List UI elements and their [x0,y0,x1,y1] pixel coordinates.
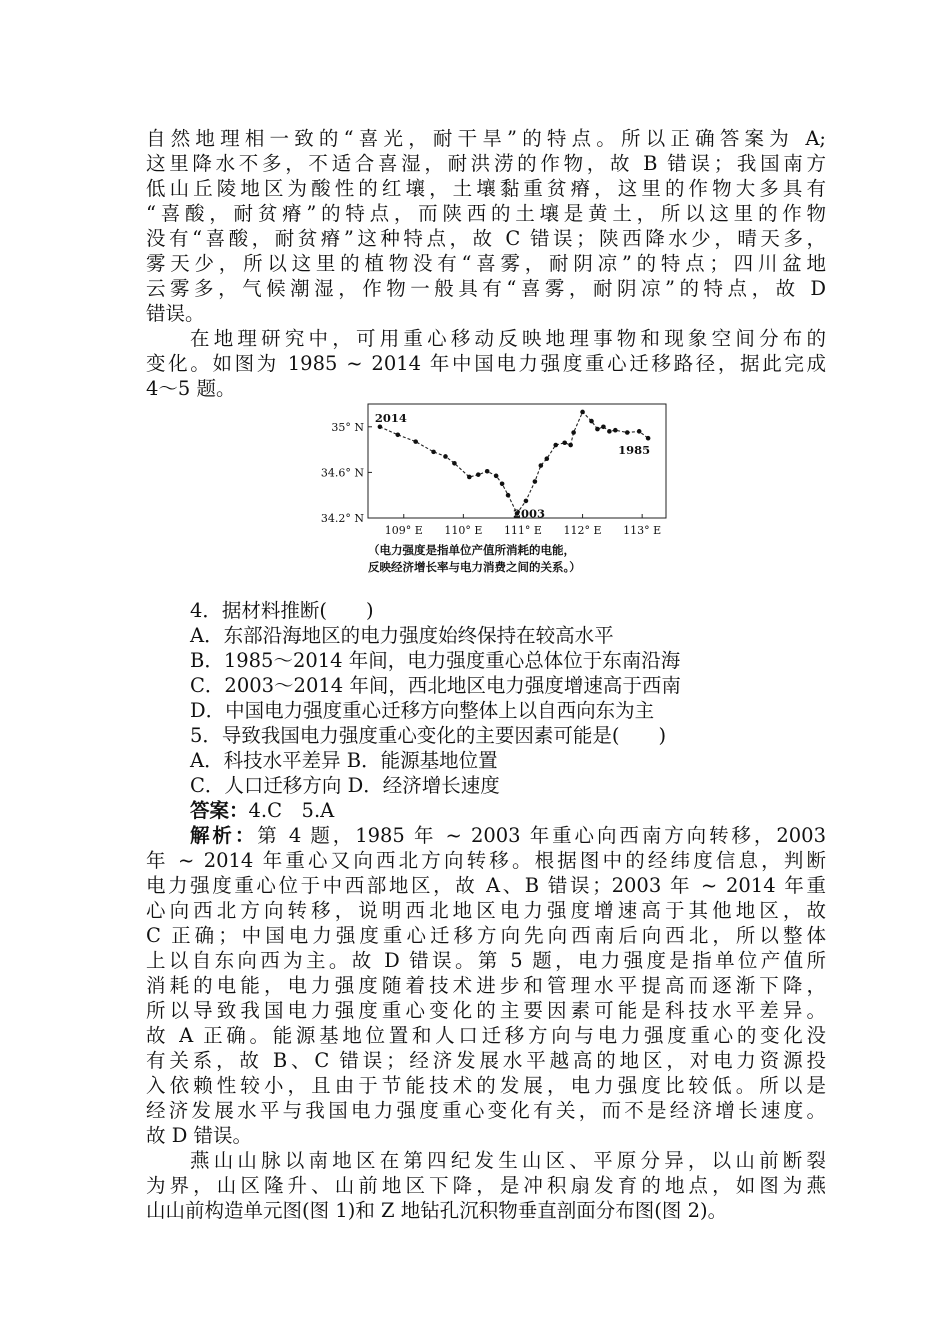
text-line: 低山丘陵地区为酸性的红壤，土壤黏重贫瘠，这里的作物大多具有 [146,177,826,200]
path-point [580,410,585,415]
migration-path-line [380,412,651,513]
text-line: 电力强度重心位于中西部地区，故 A、B 错误；2003 年 ~ 2014 年重 [146,874,826,897]
path-point [494,474,499,479]
path-point [568,443,573,448]
y-tick-label: 35° N [331,420,364,434]
path-point [443,454,448,459]
answer-label: 答案： [190,799,249,822]
x-tick-label: 111° E [503,524,542,537]
path-point [589,419,594,424]
path-point [571,430,576,435]
path-point [595,427,600,432]
text-line: C 正确；中国电力强度重心迁移方向先向西南后向西北，所以整体 [146,924,826,947]
path-point [553,443,558,448]
text-line: 故 A 正确。能源基地位置和人口迁移方向与电力强度重心的变化没 [146,1024,826,1047]
path-point [533,479,538,484]
label-1985: 1985 [618,443,651,458]
path-point [637,429,642,434]
text-line: 消耗的电能，电力强度随着技术进步和管理水平提高而逐渐下降， [146,974,826,997]
text-line: 雾天少，所以这里的植物没有“喜雾，耐阴凉”的特点；四川盆地 [146,252,826,275]
option-d: D．中国电力强度重心迁移方向整体上以自西向东为主 [190,699,655,722]
text-line: 这里降水不多，不适合喜湿，耐洪涝的作物，故 B 错误；我国南方 [146,152,826,175]
label-2014: 2014 [374,410,407,425]
text-line: 入依赖性较小，且由于节能技术的发展，电力强度比较低。所以是 [146,1074,826,1097]
text-line: 燕山山脉以南地区在第四纪发生山区、平原分异，以山前断裂 [190,1149,826,1172]
question-4: 4．据材料推断( ) [190,599,374,622]
text-line: 没有“喜酸，耐贫瘠”这种特点，故 C 错误；陕西降水少，晴天多， [146,227,826,250]
text-line: 自然地理相一致的“喜光，耐干旱”的特点。所以正确答案为 A; [146,127,826,150]
text-line: 为界，山区隆升、山前地区下降，是冲积扇发育的地点，如图为燕 [146,1174,826,1197]
text-line: 故 D 错误。 [146,1124,253,1147]
text-line: “喜酸，耐贫瘠”的特点，而陕西的土壤是黄土，所以这里的作物 [146,202,826,225]
path-point [431,450,436,455]
answer-line [190,798,826,823]
analysis-text: 第 4 题，1985 年 ~ 2003 年重心向西南方向转移，2003 [257,824,826,847]
text-line: 年 ~ 2014 年重心又向西北方向转移。根据图中的经纬度信息，判断 [146,849,826,872]
path-point [625,430,630,435]
path-point [506,493,511,498]
plot-frame [368,404,666,521]
path-point [413,439,418,444]
answer-value: 4.C 5.A [248,799,335,822]
y-tick-label: 34.6° N [320,466,364,480]
figure-caption-line: 反映经济增长率与电力消费之间的关系。） [368,560,581,574]
path-point [452,461,457,466]
analysis-label: 解析： [190,824,258,847]
text-line: 心向西北方向转移，说明西北地区电力强度增速高于其他地区，故 [146,899,826,922]
path-point [539,463,544,468]
path-point [646,436,651,441]
option-a: A．东部沿海地区的电力强度始终保持在较高水平 [190,624,614,647]
text-line: 变化。如图为 1985 ~ 2014 年中国电力强度重心迁移路径，据此完成 [146,352,826,375]
path-point [613,428,618,433]
text-line: 经济发展水平与我国电力强度重心变化有关，而不是经济增长速度。 [146,1099,826,1122]
chart-svg [320,400,680,540]
path-point [467,475,472,480]
text-line: 所以导致我国电力强度重心变化的主要因素可能是科技水平差异。 [146,999,826,1022]
option-b: B．1985～2014 年间，电力强度重心总体位于东南沿海 [190,649,681,672]
label-2003: 2003 [513,506,546,521]
x-tick-label: 110° E [444,524,483,537]
option-c: C．2003～2014 年间，西北地区电力强度增速高于西南 [190,674,681,697]
figure-caption-line: （电力强度是指单位产值所消耗的电能， [368,543,575,557]
text-line: 错误。 [146,302,205,325]
analysis-line [190,823,826,848]
text-line: 在地理研究中，可用重心移动反映地理事物和现象空间分布的 [190,327,826,350]
path-point [601,425,606,430]
text-line: 有关系，故 B、C 错误；经济发展水平越高的地区，对电力资源投 [146,1049,826,1072]
x-tick-label: 112° E [563,524,602,537]
gravity-center-chart [320,400,680,582]
path-point [396,432,401,437]
question-5: 5．导致我国电力强度重心变化的主要因素可能是( ) [190,724,667,747]
text-line: 云雾多，气候潮湿，作物一般具有“喜雾，耐阴凉”的特点，故 D [146,277,826,300]
text-line: 上以自东向西为主。故 D 错误。第 5 题，电力强度是指单位产值所 [146,949,826,972]
options-cd: C．人口迁移方向 D．经济增长速度 [190,774,500,797]
path-point [378,425,383,430]
x-tick-label: 109° E [384,524,423,537]
y-tick-label: 34.2° N [320,512,364,525]
path-point [607,429,612,434]
options-ab: A．科技水平差异 B．能源基地位置 [190,749,498,772]
x-tick-label: 113° E [623,524,662,537]
path-point [476,472,481,477]
text-line: 山山前构造单元图(图 1)和 Z 地钻孔沉积物垂直剖面分布图(图 2)。 [146,1199,728,1222]
path-point [545,456,550,461]
path-point [562,440,567,445]
path-point [485,469,490,474]
text-line: 4～5 题。 [146,377,236,400]
path-point [524,499,529,504]
path-point [500,482,505,487]
